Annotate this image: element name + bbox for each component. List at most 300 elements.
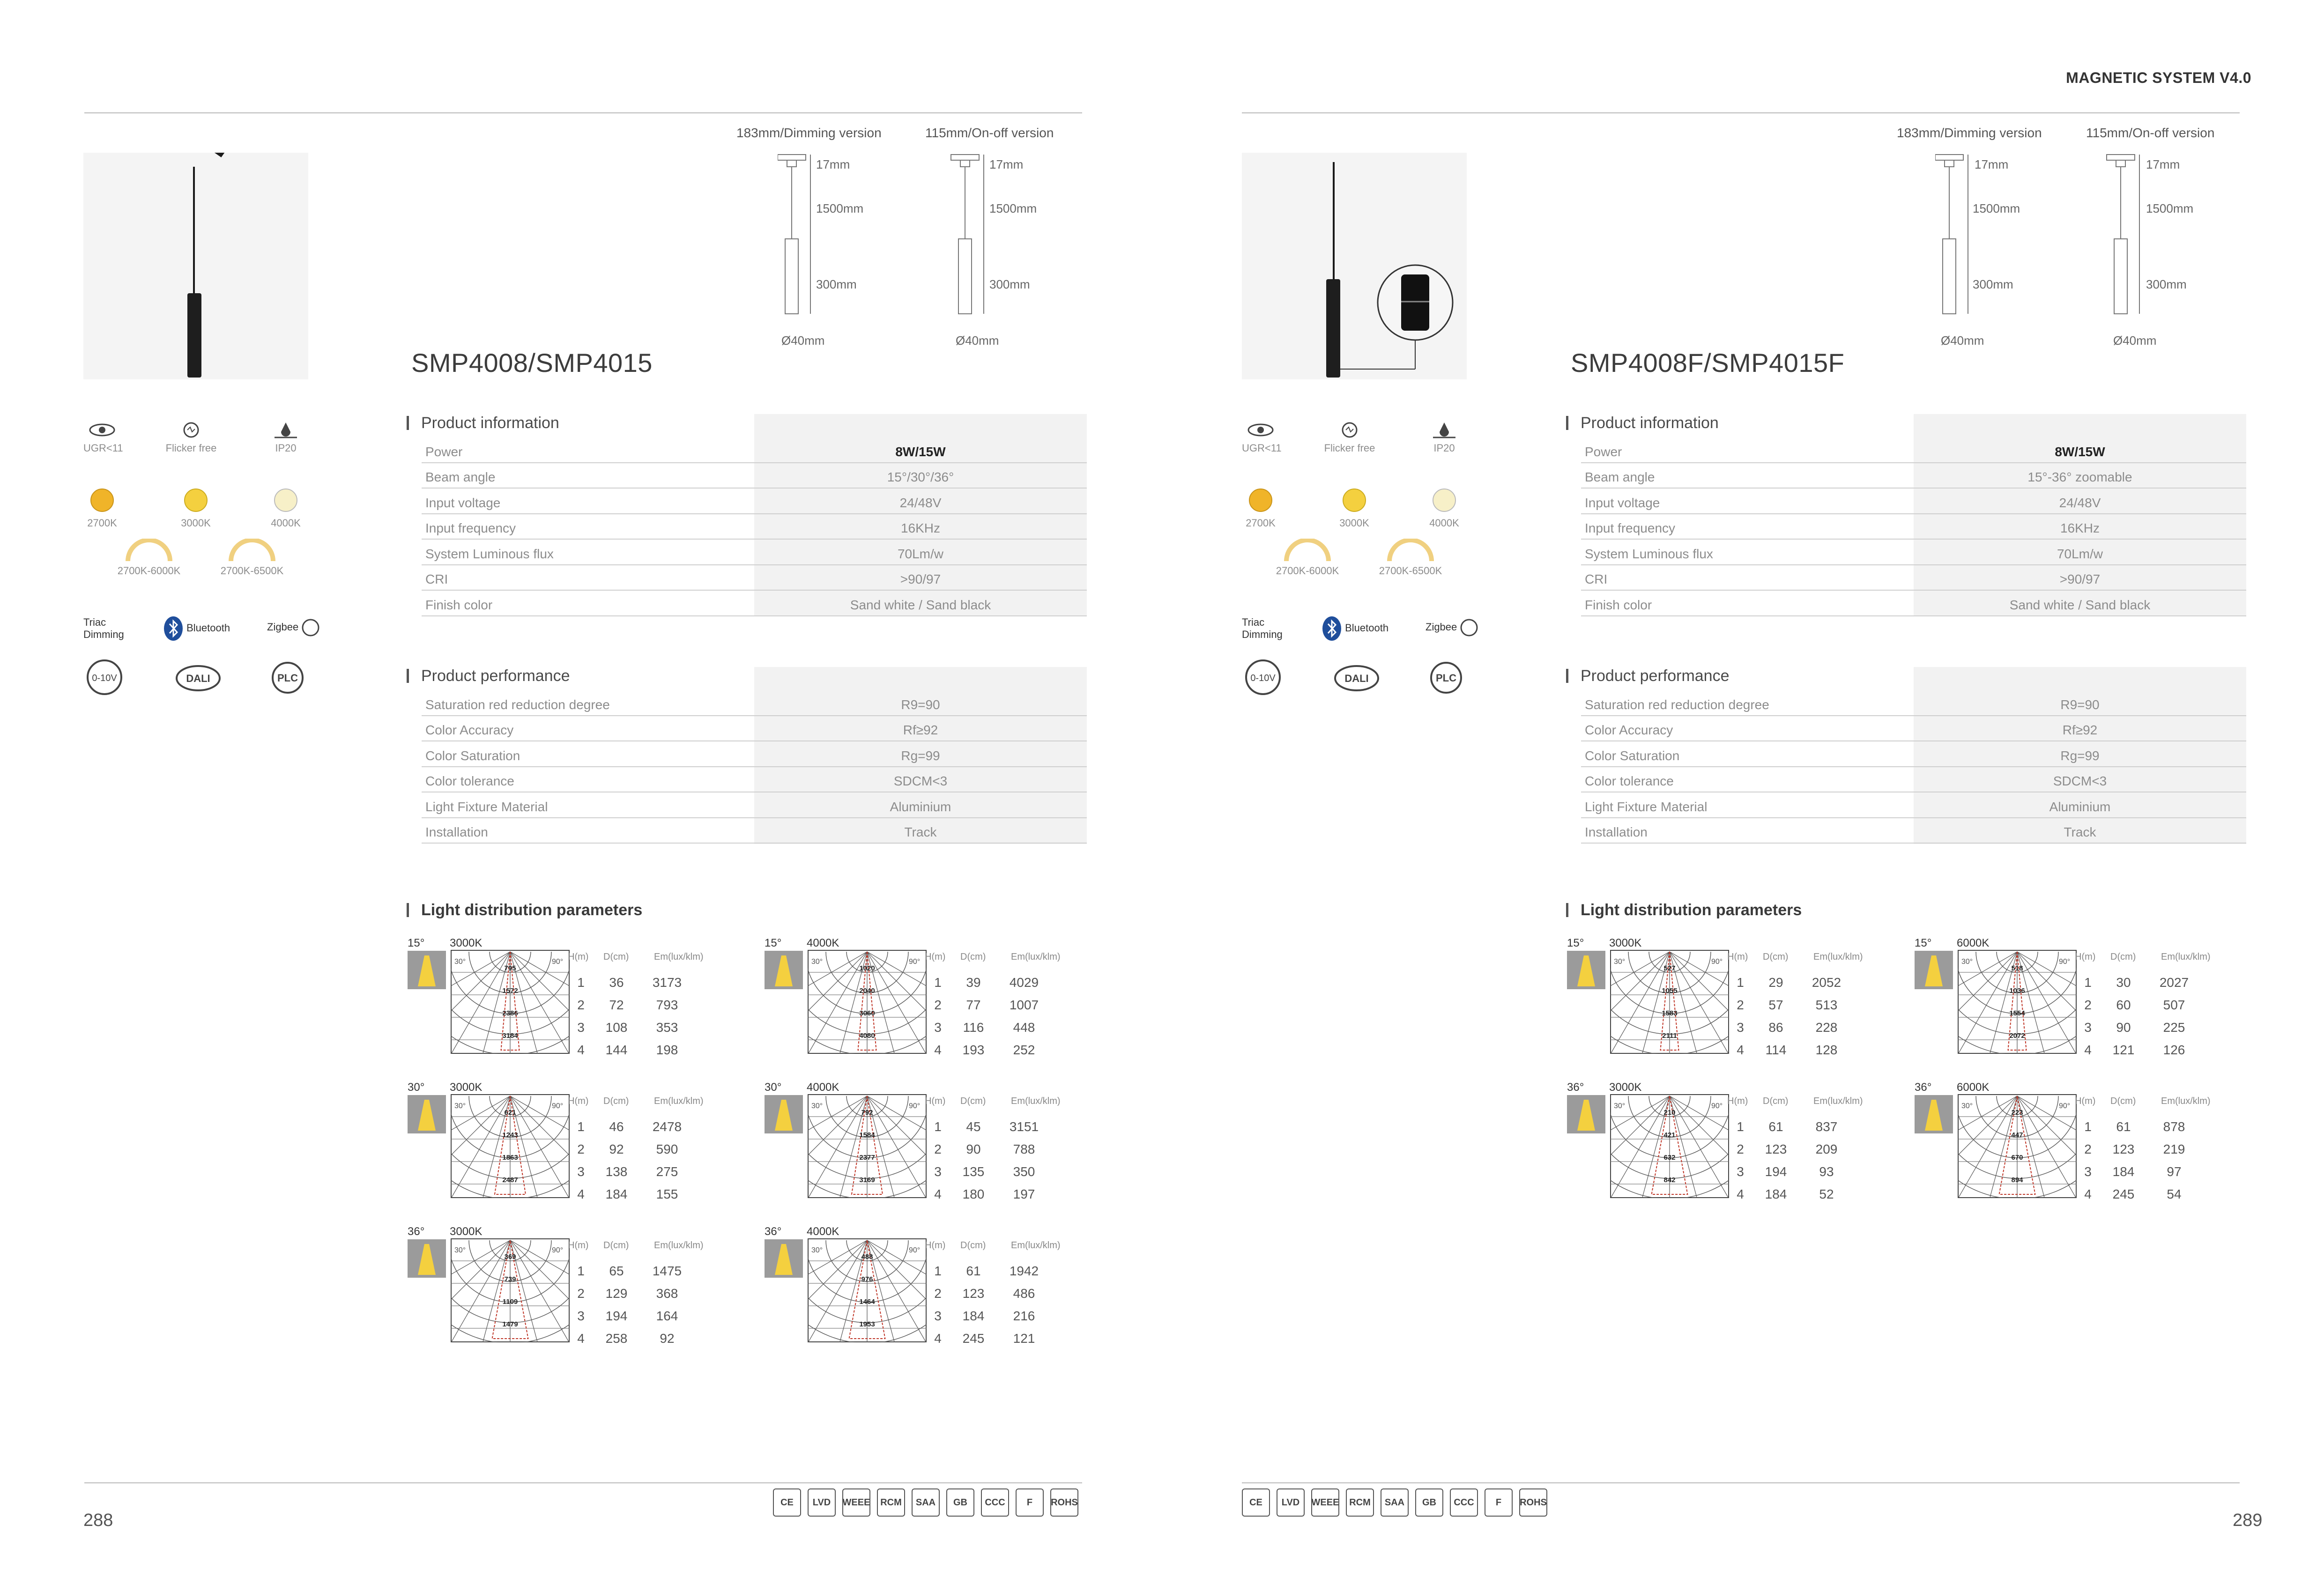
spec-label: Color tolerance <box>1585 774 1674 788</box>
dim-cable: 1500mm <box>816 201 864 215</box>
svg-text:PLC: PLC <box>277 672 298 684</box>
dim-top: 17mm <box>816 157 850 171</box>
tunable-6500-icon <box>215 539 290 577</box>
distribution-header: D(cm) <box>603 1240 629 1251</box>
light-distribution-heading <box>1566 901 1802 919</box>
spec-label: Installation <box>1585 825 1648 839</box>
distribution-cell: 116 <box>963 1020 984 1035</box>
beam-cone-icon <box>418 1244 436 1275</box>
cert-f-icon: F <box>1485 1488 1513 1517</box>
cct-4000-label: 4000K <box>1429 517 1459 529</box>
spec-label: Light Fixture Material <box>1585 799 1708 814</box>
distribution-header: Em(lux/klm) <box>1011 952 1061 962</box>
distribution-cell: 194 <box>1765 1164 1787 1179</box>
distribution-cell: 30 <box>2116 975 2131 990</box>
distribution-cell: 837 <box>1815 1119 1838 1134</box>
distribution-header: Em(lux/klm) <box>1011 1240 1061 1251</box>
spec-row <box>422 489 1087 514</box>
polar-value: 210 <box>1663 1109 1676 1117</box>
distribution-cell: 114 <box>1765 1043 1787 1057</box>
distribution-cell: 368 <box>656 1286 678 1301</box>
distribution-cell: 123 <box>962 1286 985 1301</box>
beam-cone-icon <box>418 955 436 986</box>
dim-diameter-2: Ø40mm <box>956 333 999 348</box>
spec-label: Installation <box>425 825 488 839</box>
distribution-cell: 4 <box>934 1331 942 1346</box>
light-distribution-block <box>1567 1081 1942 1212</box>
plc-icon <box>269 661 306 697</box>
cct-4000-icon <box>1426 486 1463 529</box>
tunable-6500-label: 2700K-6500K <box>1379 565 1442 577</box>
polar-degree-right: 90° <box>2059 1102 2071 1110</box>
polar-value: 1863 <box>502 1154 518 1162</box>
distribution-cell: 2478 <box>652 1119 682 1134</box>
distribution-cell: 448 <box>1013 1020 1035 1035</box>
flicker-label: Flicker free <box>165 442 217 454</box>
distribution-cell: 46 <box>609 1119 624 1134</box>
tunable-6500-icon <box>1373 539 1448 577</box>
spec-label: Color tolerance <box>425 774 514 788</box>
cert-rcm-icon: RCM <box>877 1488 905 1517</box>
light-distribution-block <box>765 937 1139 1068</box>
distribution-header: D(cm) <box>1763 952 1789 962</box>
distribution-header: D(cm) <box>1763 1096 1789 1106</box>
flicker-free-icon <box>165 421 217 454</box>
polar-value: 1953 <box>859 1320 875 1328</box>
distribution-cell: 486 <box>1013 1286 1035 1301</box>
ip20-icon <box>267 421 304 454</box>
flicker-free-icon <box>1324 421 1375 454</box>
polar-value: 2111 <box>1662 1032 1677 1040</box>
polar-degree-left: 30° <box>811 958 823 966</box>
distribution-cell: 184 <box>2112 1164 2135 1179</box>
cert-weee-icon: WEEE <box>842 1488 870 1517</box>
light-distribution-block <box>765 1225 1139 1356</box>
polar-degree-right: 90° <box>552 1102 564 1110</box>
light-distribution-heading <box>407 901 642 919</box>
distribution-header: H(m) <box>925 1240 946 1251</box>
distribution-cell: 350 <box>1013 1164 1035 1179</box>
polar-value: 488 <box>861 1253 873 1261</box>
bluetooth-label: Bluetooth <box>186 622 230 634</box>
distribution-cell: 2 <box>577 1142 585 1156</box>
polar-value: 792 <box>861 1109 873 1117</box>
distribution-header: Em(lux/klm) <box>654 952 704 962</box>
distribution-cell: 4 <box>577 1043 585 1057</box>
tunable-6500-label: 2700K-6500K <box>220 565 284 577</box>
beam-thumbnail <box>1915 951 1953 989</box>
distribution-header: D(cm) <box>603 1096 629 1106</box>
polar-value: 3169 <box>859 1176 875 1184</box>
beam-thumbnail <box>1567 1095 1605 1133</box>
distribution-header: Em(lux/klm) <box>1813 1096 1863 1106</box>
distribution-cell: 108 <box>605 1020 628 1035</box>
distribution-cell: 2 <box>577 1286 585 1301</box>
distribution-cell: 92 <box>609 1142 624 1156</box>
distribution-header: Em(lux/klm) <box>654 1240 704 1251</box>
polar-value: 2040 <box>859 987 875 995</box>
product-performance-title: Product performance <box>421 667 570 685</box>
distribution-cell: 184 <box>605 1187 628 1201</box>
cert-gb-icon: GB <box>1415 1488 1443 1517</box>
light-distribution-block <box>408 937 782 1068</box>
spec-value: 24/48V <box>899 495 942 510</box>
spec-label: Color Saturation <box>1585 748 1680 763</box>
distribution-cell: 245 <box>2112 1187 2135 1201</box>
distribution-header: H(m) <box>568 1240 589 1251</box>
spec-label: Input frequency <box>1585 521 1676 535</box>
polar-value: 2386 <box>502 1009 518 1017</box>
product-title: SMP4008/SMP4015 <box>411 348 653 378</box>
distribution-cell: 126 <box>2163 1043 2185 1057</box>
product-performance-title: Product performance <box>1581 667 1730 685</box>
distribution-cell: 144 <box>605 1043 628 1057</box>
distribution-header: H(m) <box>2075 952 2096 962</box>
cert-rohs-icon: ROHS <box>1050 1488 1078 1517</box>
product-information-table <box>1581 414 2246 616</box>
polar-value: 1243 <box>502 1131 518 1139</box>
top-divider <box>1242 112 2240 113</box>
beam-cone-icon <box>1925 1100 1943 1131</box>
polar-diagram <box>1610 1094 1729 1198</box>
spec-value: 8W/15W <box>2055 444 2105 459</box>
ip20-icon <box>1426 421 1463 454</box>
polar-value: 447 <box>2011 1131 2023 1139</box>
spec-row <box>1581 437 2246 463</box>
polar-degree-right: 90° <box>2059 958 2071 966</box>
page-number: 288 <box>83 1510 113 1530</box>
distribution-cell: 129 <box>605 1286 628 1301</box>
polar-value: 3060 <box>859 1009 875 1017</box>
distribution-cell: 878 <box>2163 1119 2185 1134</box>
beam-angle: 36° <box>1915 1081 1932 1094</box>
distribution-header: Em(lux/klm) <box>2161 952 2211 962</box>
spec-value: 15°/30°/36° <box>887 470 954 484</box>
brand-title: MAGNETIC SYSTEM V4.0 <box>2066 69 2251 86</box>
distribution-header: Em(lux/klm) <box>654 1096 704 1106</box>
distribution-cell: 135 <box>962 1164 985 1179</box>
bluetooth-icon <box>1322 615 1401 642</box>
distribution-cell: 1 <box>1737 1119 1744 1134</box>
distribution-cell: 93 <box>1819 1164 1834 1179</box>
polar-degree-right: 90° <box>909 1246 921 1254</box>
distribution-cell: 507 <box>2163 998 2185 1012</box>
spec-row <box>422 437 1087 463</box>
light-distribution-block <box>1567 937 1942 1068</box>
spec-row <box>1581 463 2246 489</box>
beam-angle: 15° <box>1915 937 1932 949</box>
spec-row <box>422 591 1087 616</box>
beam-thumbnail <box>765 1095 803 1133</box>
distribution-cell: 3 <box>577 1020 585 1035</box>
polar-value: 1020 <box>859 964 875 972</box>
polar-degree-left: 30° <box>1614 958 1626 966</box>
spec-label: Saturation red reduction degree <box>425 697 610 712</box>
distribution-header: H(m) <box>568 952 589 962</box>
spec-label: Power <box>425 444 463 459</box>
cct-4000-label: 4000K <box>271 517 301 529</box>
beam-angle: 15° <box>408 937 425 949</box>
spec-value: >90/97 <box>2059 572 2101 586</box>
distribution-cell: 2 <box>934 998 942 1012</box>
distribution-cell: 193 <box>962 1043 985 1057</box>
distribution-cell: 2 <box>2084 1142 2092 1156</box>
polar-degree-right: 90° <box>909 1102 921 1110</box>
spec-value: 16KHz <box>900 521 941 535</box>
plc-icon <box>1427 661 1465 697</box>
spec-value: R9=90 <box>901 697 940 712</box>
dimension-drawing <box>778 150 1040 333</box>
spec-row <box>1581 489 2246 514</box>
beam-angle: 36° <box>1567 1081 1584 1094</box>
polar-value: 2072 <box>2009 1032 2025 1040</box>
spec-row <box>422 565 1087 591</box>
polar-diagram <box>451 1238 570 1342</box>
distribution-cell: 2 <box>934 1286 942 1301</box>
distribution-cell: 1942 <box>1009 1264 1039 1278</box>
distribution-cell: 4 <box>1737 1043 1744 1057</box>
polar-diagram <box>451 1094 570 1198</box>
spec-row <box>1581 514 2246 540</box>
distribution-cell: 4 <box>2084 1043 2092 1057</box>
spec-label: System Luminous flux <box>425 546 554 561</box>
onoff-version-label: 115mm/On-off version <box>2086 126 2215 140</box>
distribution-cell: 1 <box>577 1119 585 1134</box>
spec-label: Color Accuracy <box>425 723 514 737</box>
distribution-cell: 39 <box>966 975 981 990</box>
spec-value: SDCM<3 <box>2053 774 2107 788</box>
distribution-cell: 45 <box>966 1119 981 1134</box>
spec-label: Saturation red reduction degree <box>1585 697 1769 712</box>
cct-3000-icon <box>177 486 215 529</box>
distribution-header: Em(lux/klm) <box>2161 1096 2211 1106</box>
beam-cone-icon <box>1925 955 1943 986</box>
distribution-cell: 90 <box>966 1142 981 1156</box>
ugr-label: UGR<11 <box>1242 442 1282 454</box>
spec-label: Input voltage <box>1585 495 1660 510</box>
beam-cone-icon <box>775 955 793 986</box>
spec-row <box>422 463 1087 489</box>
polar-diagram <box>808 1094 927 1198</box>
spec-label: Beam angle <box>1585 470 1655 484</box>
polar-value: 1479 <box>502 1320 518 1328</box>
polar-degree-left: 30° <box>1961 958 1973 966</box>
top-divider <box>84 112 1082 113</box>
distribution-cell: 1 <box>577 975 585 990</box>
svg-text:0-10V: 0-10V <box>1250 673 1276 683</box>
color-temperature: 4000K <box>807 1081 839 1094</box>
polar-value: 894 <box>2011 1176 2023 1184</box>
color-temperature: 3000K <box>1609 937 1642 949</box>
light-distribution-block <box>1915 1081 2289 1212</box>
svg-text:PLC: PLC <box>1436 672 1456 684</box>
dim-diameter-2: Ø40mm <box>2113 333 2157 348</box>
product-title: SMP4008F/SMP4015F <box>1571 348 1845 378</box>
cert-ccc-icon: CCC <box>981 1488 1009 1517</box>
distribution-cell: 52 <box>1819 1187 1834 1201</box>
distribution-cell: 1 <box>2084 975 2092 990</box>
distribution-cell: 3 <box>2084 1020 2092 1035</box>
cert-lvd-icon: LVD <box>1277 1488 1305 1517</box>
distribution-cell: 77 <box>966 998 981 1012</box>
distribution-header: D(cm) <box>960 952 986 962</box>
product-photo <box>1242 153 1467 379</box>
spec-label: Color Accuracy <box>1585 723 1673 737</box>
beam-angle: 30° <box>765 1081 782 1094</box>
svg-text:0-10V: 0-10V <box>92 673 117 683</box>
polar-degree-right: 90° <box>552 958 564 966</box>
distribution-cell: 92 <box>660 1331 675 1346</box>
cert-ccc-icon: CCC <box>1450 1488 1478 1517</box>
spec-label: Beam angle <box>425 470 496 484</box>
spec-row <box>1581 818 2246 844</box>
distribution-cell: 275 <box>656 1164 678 1179</box>
dim-body-2: 300mm <box>2146 277 2187 291</box>
polar-value: 1055 <box>1662 987 1678 995</box>
product-information-title: Product information <box>1581 414 1719 432</box>
0-10v-icon <box>1242 659 1284 698</box>
distribution-header: H(m) <box>925 1096 946 1106</box>
distribution-cell: 2 <box>577 998 585 1012</box>
spec-value: 16KHz <box>2060 521 2100 535</box>
beam-thumbnail <box>765 951 803 989</box>
onoff-version-label: 115mm/On-off version <box>925 126 1054 140</box>
cct-3000-label: 3000K <box>1339 517 1369 529</box>
distribution-cell: 3 <box>934 1309 942 1323</box>
distribution-cell: 2027 <box>2159 975 2189 990</box>
beam-cone-icon <box>418 1100 436 1131</box>
polar-value: 2487 <box>502 1176 518 1184</box>
polar-diagram <box>1958 950 2077 1054</box>
light-distribution-block <box>408 1081 782 1212</box>
polar-value: 795 <box>504 964 516 972</box>
polar-value: 369 <box>504 1253 516 1261</box>
polar-value: 1583 <box>1662 1009 1678 1017</box>
polar-value: 1584 <box>859 1131 875 1139</box>
spec-value: Aluminium <box>890 799 951 814</box>
distribution-cell: 4 <box>577 1331 585 1346</box>
light-distribution-block <box>765 1081 1139 1212</box>
beam-angle: 15° <box>1567 937 1584 949</box>
polar-degree-left: 30° <box>454 1246 466 1254</box>
distribution-cell: 793 <box>656 998 678 1012</box>
polar-diagram <box>1958 1094 2077 1198</box>
dimension-drawing <box>1935 150 2198 333</box>
distribution-cell: 61 <box>1768 1119 1783 1134</box>
distribution-cell: 2052 <box>1812 975 1841 990</box>
spec-value: Sand white / Sand black <box>850 597 991 612</box>
dim-cable: 1500mm <box>1973 201 2020 215</box>
spec-label: Power <box>1585 444 1622 459</box>
distribution-cell: 123 <box>2112 1142 2135 1156</box>
dim-top-2: 17mm <box>989 157 1024 171</box>
spec-value: Aluminium <box>2049 799 2111 814</box>
distribution-cell: 180 <box>962 1187 985 1201</box>
distribution-header: H(m) <box>2075 1096 2096 1106</box>
beam-angle: 15° <box>765 937 782 949</box>
distribution-header: H(m) <box>1727 952 1748 962</box>
dim-body: 300mm <box>816 277 857 291</box>
spec-value: 15°-36° zoomable <box>2027 470 2132 484</box>
distribution-cell: 3 <box>1737 1020 1744 1035</box>
tunable-6000-icon <box>1270 539 1345 577</box>
spec-row <box>1581 565 2246 591</box>
ugr-icon <box>1242 421 1282 454</box>
polar-value: 670 <box>2011 1154 2023 1162</box>
distribution-cell: 245 <box>962 1331 985 1346</box>
polar-value: 527 <box>1663 964 1676 972</box>
distribution-cell: 61 <box>966 1264 981 1278</box>
distribution-cell: 54 <box>2167 1187 2182 1201</box>
distribution-cell: 194 <box>605 1309 628 1323</box>
tunable-6000-icon <box>111 539 186 577</box>
distribution-cell: 3 <box>2084 1164 2092 1179</box>
polar-value: 976 <box>861 1275 873 1283</box>
ugr-icon <box>83 421 121 454</box>
beam-thumbnail <box>408 1239 446 1278</box>
distribution-header: D(cm) <box>603 952 629 962</box>
polar-value: 1464 <box>859 1298 875 1306</box>
distribution-cell: 1 <box>934 975 942 990</box>
distribution-cell: 138 <box>605 1164 628 1179</box>
spec-value: Rf≥92 <box>2062 723 2098 737</box>
distribution-cell: 3 <box>934 1020 942 1035</box>
distribution-cell: 1 <box>934 1264 942 1278</box>
beam-angle: 30° <box>408 1081 425 1094</box>
spec-value: Sand white / Sand black <box>2009 597 2151 612</box>
distribution-header: H(m) <box>568 1096 589 1106</box>
cert-saa-icon: SAA <box>912 1488 940 1517</box>
polar-value: 4080 <box>859 1032 875 1040</box>
distribution-header: D(cm) <box>2110 1096 2136 1106</box>
distribution-cell: 1 <box>577 1264 585 1278</box>
distribution-cell: 219 <box>2163 1142 2185 1156</box>
product-performance-table <box>422 667 1087 844</box>
polar-value: 223 <box>2011 1109 2023 1117</box>
ip-label: IP20 <box>275 442 297 454</box>
triac-dimming-label: Triac Dimming <box>1242 616 1283 640</box>
cert-lvd-icon: LVD <box>808 1488 836 1517</box>
feature-icons <box>1242 416 1485 697</box>
distribution-cell: 4029 <box>1009 975 1039 990</box>
polar-value: 739 <box>504 1275 516 1283</box>
spec-row <box>422 818 1087 844</box>
cct-3000-icon <box>1336 486 1373 529</box>
distribution-cell: 353 <box>656 1020 678 1035</box>
spec-row <box>1581 767 2246 793</box>
polar-degree-right: 90° <box>1711 958 1723 966</box>
beam-cone-icon <box>1577 1100 1595 1131</box>
zigbee-icon <box>1426 618 1482 637</box>
product-performance-table <box>1581 667 2246 844</box>
spec-value: 24/48V <box>2059 495 2101 510</box>
distribution-cell: 216 <box>1013 1309 1035 1323</box>
polar-degree-left: 30° <box>454 1102 466 1110</box>
color-temperature: 6000K <box>1957 1081 1990 1094</box>
zigbee-icon <box>267 618 323 637</box>
distribution-cell: 590 <box>656 1142 678 1156</box>
beam-angle: 36° <box>408 1225 425 1238</box>
beam-thumbnail <box>1915 1095 1953 1133</box>
distribution-cell: 121 <box>2112 1043 2135 1057</box>
zigbee-label: Zigbee <box>267 621 299 633</box>
polar-degree-right: 90° <box>1711 1102 1723 1110</box>
distribution-cell: 209 <box>1815 1142 1838 1156</box>
spec-value: 8W/15W <box>895 444 946 459</box>
feature-icons <box>83 416 327 697</box>
spec-value: Rg=99 <box>901 748 940 763</box>
distribution-cell: 3 <box>1737 1164 1744 1179</box>
